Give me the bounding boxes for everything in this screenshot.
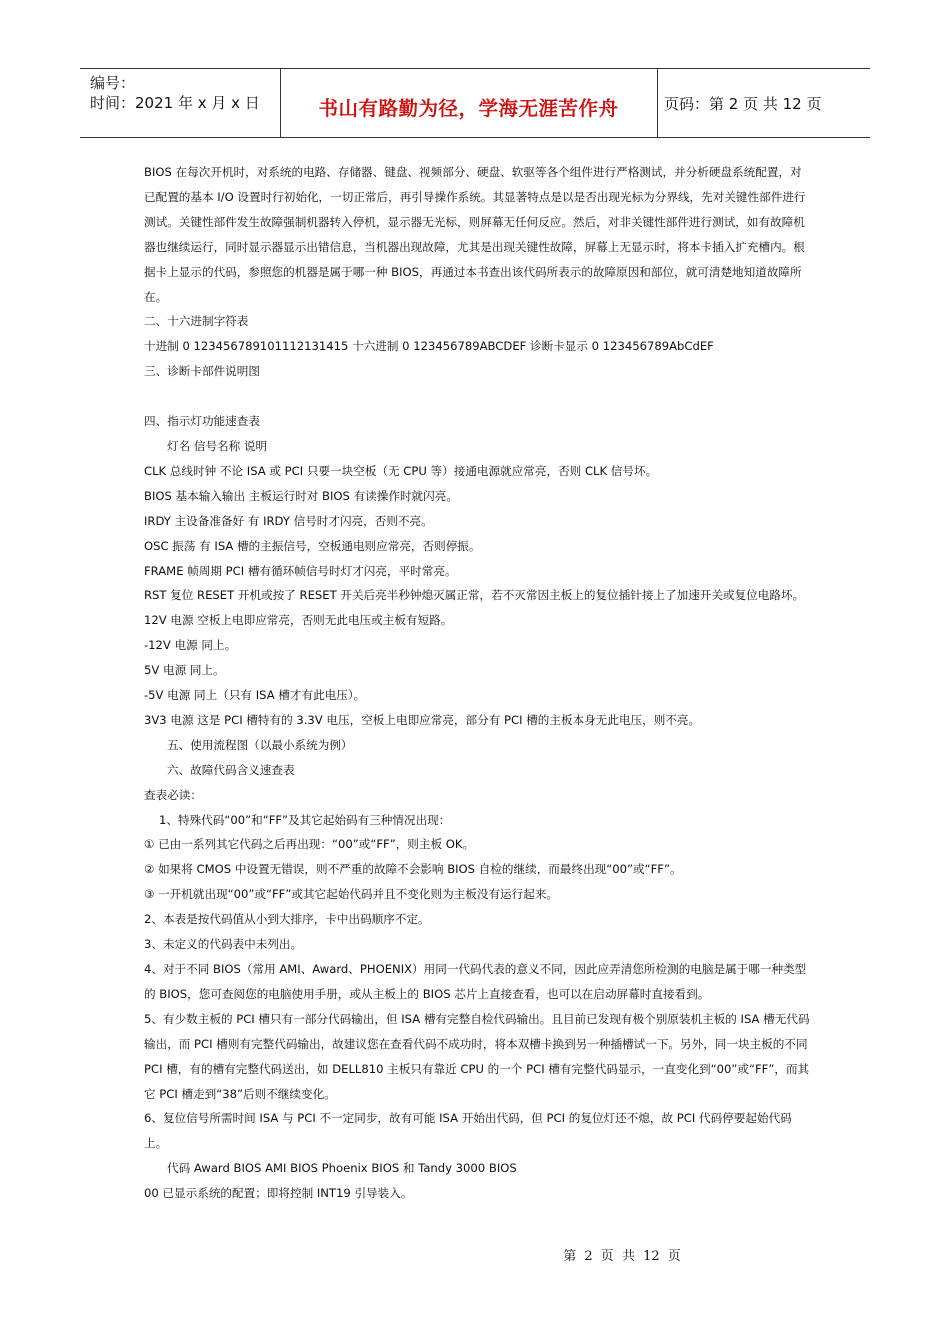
code-row-00: 00 已显示系统的配置；即将控制 INT19 引导装入。: [144, 1186, 413, 1201]
note-1c: ③ 一开机就出现“00”或“FF”或其它起始代码并且不变化则为主板没有运行起来。: [144, 887, 559, 902]
led-row: OSC 振荡 有 ISA 槽的主振信号，空板通电则应常亮，否则停振。: [144, 538, 481, 553]
motto-text: 书山有路勤为径，学海无涯苦作舟: [318, 97, 619, 120]
blank-line: [144, 384, 810, 409]
header-page-cell: [657, 69, 870, 137]
footer-part: 第: [563, 1249, 577, 1264]
led-row: 3V3 电源 这是 PCI 槽特有的 3.3V 电压，空板上电即应常亮，部分有 PCI 槽的主板本身无此电压，则不亮。: [144, 712, 701, 727]
led-row: CLK 总线时钟 不论 ISA 或 PCI 只要一块空板（无 CPU 等）接通电源就应常亮，否则 CLK 信号坏。: [144, 463, 658, 478]
note-1: 1、特殊代码“00”和“FF”及其它起始码有三种情况出现：: [159, 812, 451, 827]
footer-part: 页: [667, 1249, 681, 1264]
footer-part: 页: [600, 1249, 614, 1264]
led-row: IRDY 主设备准备好 有 IRDY 信号时才闪亮，否则不亮。: [144, 513, 433, 528]
page-footer: [0, 1245, 950, 1264]
footer-page-number: 2: [584, 1249, 593, 1264]
hex-table-line: 十进制 0 123456789101112131415 十六进制 0 123456789ABCDEF 诊断卡显示 0 123456789AbCdEF: [144, 339, 714, 354]
page-header: [80, 68, 870, 138]
note-5: 5、有少数主板的 PCI 槽只有一部分代码输出，但 ISA 槽有完整自检代码输出。且目前已发现有极个别原装机主板的 ISA 槽无代码输出，而 PCI 槽则有完整代码输出，故建议您在查看代码不成功时，将本双槽卡换到另一种插槽试一下。另外，同一块主板的不同 PCI 槽，有的槽有完整代码送出，如 DELL810 主板只有靠近 CPU 的一个 PCI 槽有完整代码显示，一直变化到“00”或“FF”，而其它 PCI 槽走到“38”后则不继续变化。: [144, 1011, 810, 1101]
footer-page-total: 12: [643, 1249, 660, 1264]
led-row: BIOS 基本输入输出 主板运行时对 BIOS 有读操作时就闪亮。: [144, 488, 458, 503]
section-diagram-title: 三、诊断卡部件说明图: [144, 364, 260, 379]
must-read-label: 查表必读：: [144, 787, 202, 802]
page-code: 页码：第 2 页 共 12 页: [664, 95, 822, 113]
led-row: RST 复位 RESET 开机或按了 RESET 开关后亮半秒钟熄灭属正常，若不灭常因主板上的复位插针接上了加速开关或复位电路坏。: [144, 588, 805, 603]
note-4: 4、对于不同 BIOS（常用 AMI、Award、PHOENIX）用同一代码代表的意义不同，因此应弄清您所检测的电脑是属于哪一种类型的 BIOS，您可查阅您的电脑使用手册，或从主板上的 BIOS 芯片上直接查看，也可以在启动屏幕时直接看到。: [144, 962, 807, 1001]
doc-number-label: 编号：: [90, 74, 136, 92]
header-meta-cell: [80, 69, 281, 137]
led-table-header: 灯名 信号名称 说明: [167, 438, 268, 453]
document-body: [144, 160, 810, 1206]
section-hex-title: 二、十六进制字符表: [144, 314, 249, 329]
note-1a: ① 已由一系列其它代码之后再出现：“00”或“FF”，则主板 OK。: [144, 837, 475, 852]
note-1b: ② 如果将 CMOS 中设置无错误，则不严重的故障不会影响 BIOS 自检的继续，而最终出现“00”或“FF”。: [144, 862, 682, 877]
section-led-title: 四、指示灯功能速查表: [144, 414, 260, 429]
led-row: 12V 电源 空板上电即应常亮，否则无此电压或主板有短路。: [144, 613, 453, 628]
note-6: 6、复位信号所需时间 ISA 与 PCI 不一定同步，故有可能 ISA 开始出代码，但 PCI 的复位灯还不熄，故 PCI 代码停要起始代码上。: [144, 1111, 792, 1151]
section-codes-title: 六、故障代码含义速查表: [167, 762, 295, 777]
led-row: -5V 电源 同上（只有 ISA 槽才有此电压）。: [144, 688, 366, 703]
led-row: 5V 电源 同上。: [144, 663, 225, 678]
footer-part: 共: [621, 1249, 635, 1264]
led-row: FRAME 帧周期 PCI 槽有循环帧信号时灯才闪亮，平时常亮。: [144, 563, 457, 578]
intro-paragraph: BIOS 在每次开机时，对系统的电路、存储器、键盘、视频部分、硬盘、软驱等各个组件进行严格测试，并分析硬盘系统配置，对已配置的基本 I/O 设置时行初始化，一切正常后，再引导操作系统。其显著特点是以是否出现光标为分界线，先对关键性部件进行测试。关键性部件发生故障强制机器转入停机，显示器无光标，则屏幕无任何反应。然后，对非关键性部件进行测试，如有故障机器也继续运行，同时显示器显示出错信息，当机器出现故障，尤其是出现关键性故障，屏幕上无显示时，将本卡插入扩充槽内。根据卡上显示的代码，参照您的机器是属于哪一种 BIOS，再通过本书查出该代码所表示的故障原因和部位，就可清楚地知道故障所在。: [144, 165, 806, 304]
header-motto-cell: [280, 69, 658, 137]
code-table-header: 代码 Award BIOS AMI BIOS Phoenix BIOS 和 Tandy 3000 BIOS: [167, 1161, 517, 1176]
note-3: 3、未定义的代码表中未列出。: [144, 937, 303, 952]
note-2: 2、本表是按代码值从小到大排序，卡中出码顺序不定。: [144, 912, 430, 927]
section-flow-title: 五、使用流程图（以最小系统为例）: [167, 737, 353, 752]
led-row: -12V 电源 同上。: [144, 638, 237, 653]
doc-time-label: 时间：2021 年 x 月 x 日: [90, 94, 260, 112]
